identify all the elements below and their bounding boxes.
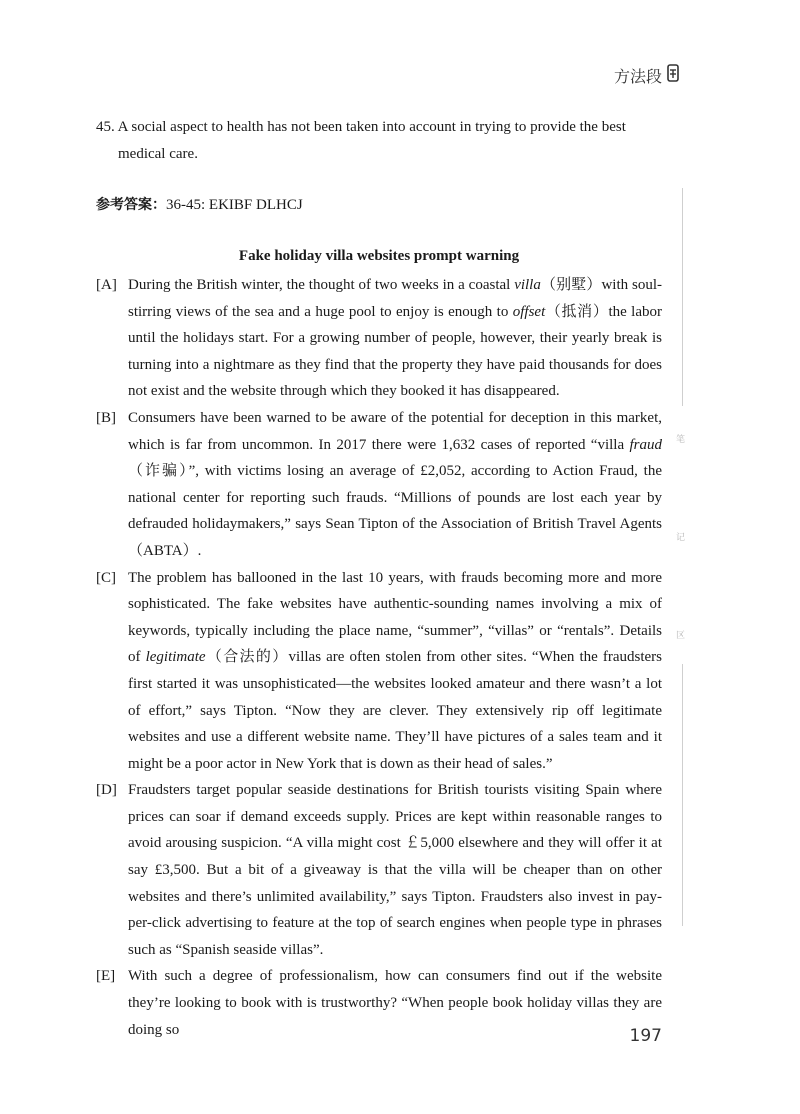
paragraph-tag: [C] xyxy=(96,569,116,586)
page-number: 197 xyxy=(629,1026,662,1046)
article-title: Fake holiday villa websites prompt warning xyxy=(238,248,520,264)
keyword: offset xyxy=(512,303,546,320)
section-marker-icon xyxy=(666,64,680,82)
notes-margin-char: 区 xyxy=(676,631,686,641)
section-header: 方法段 xyxy=(613,67,662,86)
paragraph-tag: [A] xyxy=(96,277,117,293)
notes-margin-line xyxy=(682,188,683,406)
answer-label: 参考答案： xyxy=(96,197,166,213)
notes-margin-char: 笔 xyxy=(676,435,686,445)
paragraph-tag: [B] xyxy=(96,409,116,426)
answer-key xyxy=(96,194,303,214)
paragraph-b: [B] Consumers have been warned to be aware of the potential for deception in this market, which is far from uncommon. In 2017 there were 1,632 cases of reported “villa fraud（诈骗）”, with victims losing an average of £2,052, according to Action Fraud, the national center for reporting such frauds. “Millions of pounds are lost each year by defrauded holidaymakers,” says Sean Tipton of the Association of British Travel Agents（ABTA）. xyxy=(96,405,662,565)
notes-margin-char: 记 xyxy=(676,533,686,543)
answer-value: 36-45: EKIBF DLHCJ xyxy=(166,197,303,213)
paragraph-tag: [D] xyxy=(96,782,117,799)
paragraph-a: [A] During the British winter, the thought of two weeks in a coastal villa（别墅）with soul-stirring views of the sea and a huge pool to enjoy is enough to offset（抵消）the labor until the holidays start. For a growing number of people, however, their yearly break is turning into a nightmare as they find that the property they have paid thousands for does not exist and the website through which they booked it has disappeared. xyxy=(96,272,662,405)
article-body xyxy=(96,272,662,1043)
paragraph-e: [E] With such a degree of professionalism, how can consumers find out if the website they’re looking to book with is trustworthy? “When people book holiday villas they are doing so xyxy=(96,963,662,1043)
paragraph-tag: [E] xyxy=(96,968,116,985)
keyword: villa xyxy=(514,277,541,293)
question-45: 45. A social aspect to health has not been taken into account in trying to provide the best medical care. xyxy=(96,119,626,162)
notes-margin-line xyxy=(682,664,683,926)
keyword: fraud xyxy=(629,436,662,453)
paragraph-d: [D] Fraudsters target popular seaside destinations for British tourists visiting Spain where prices can soar if demand exceeds supply. Prices are kept within reasonable ranges to avoid arousing suspicion. “A villa might cost ￡5,000 elsewhere and they will offer it at say £3,500. But a bit of a giveaway is that the villa will be cheaper than on other websites and there’s unlimited availability,” says Tipton. Fraudsters also invest in pay-per-click advertising to feature at the top of search engines when people type in phrases such as “Spanish seaside villas”. xyxy=(96,777,662,963)
paragraph-c: [C] The problem has ballooned in the last 10 years, with frauds becoming more and more sophisticated. The fake websites have authentic-sounding names involving a mix of keywords, typically including the place name, “summer”, “villas” or “rentals”. Details of legitimate（合法的）villas are often stolen from other sites. “When the fraudsters first started it was unsophisticated—the websites looked amateur and there wasn’t a lot of effort,” says Tipton. “Now they are clever. They extensively rip off legitimate websites and use a different website name. They’ll have pictures of a sales team and it might be a poor actor in New York that is down as their head of sales.” xyxy=(96,565,662,778)
keyword: legitimate xyxy=(145,649,206,666)
